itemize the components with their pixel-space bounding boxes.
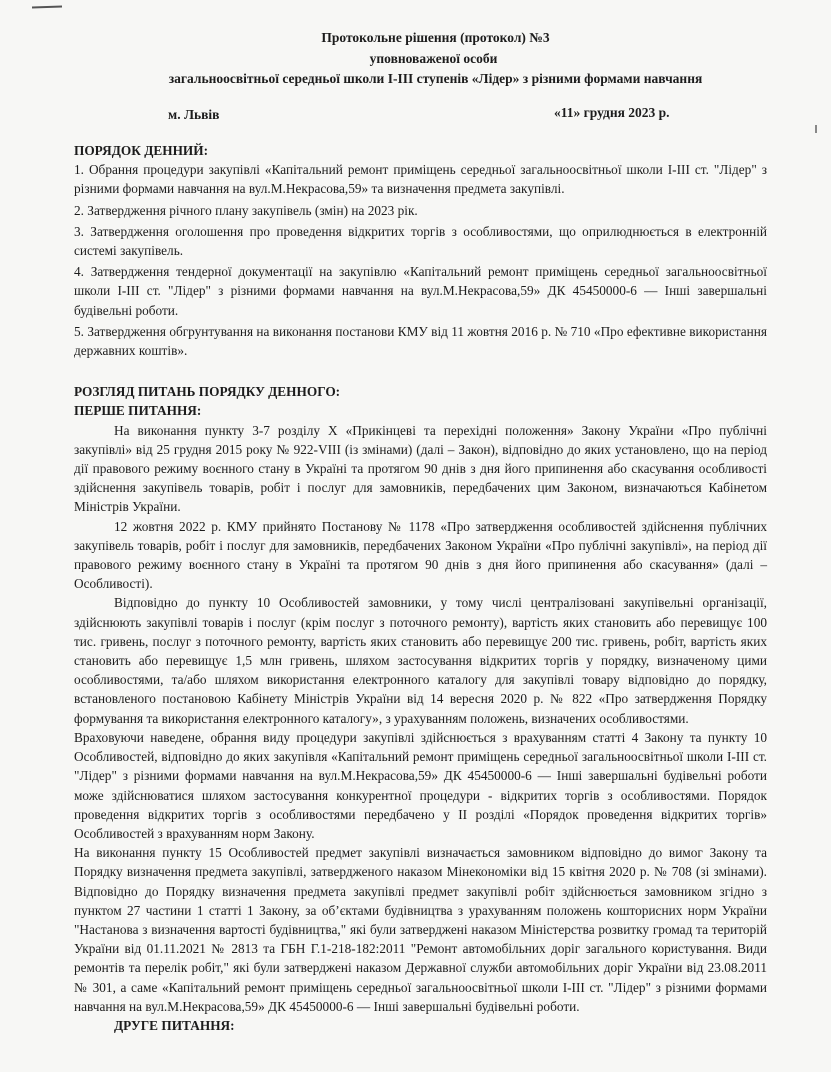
document-date: «11» грудня 2023 р. bbox=[554, 105, 670, 120]
body-paragraph: Враховуючи наведене, обрання виду процедури закупівлі здійснюється з врахуванням статті 4 Закону та пункту 10 Особливостей, відповідно до яких закупівля «Капітальний ремонт приміщень середньої загальноосвітньої школи І-ІІІ ст. "Лідер" з різними формами навчання на вул.М.Некрасова,59» ДК 45450000-6 — Інші завершальні будівельні роботи може здійснюватися шляхом застосування конкурентної процедури - відкритих торгів з особливостями. Порядок проведення відкритих торгів з особливостями передбачено у ІІ розділі «Порядок проведення відкритих торгів» Особливостей з врахуванням норм Закону. bbox=[74, 729, 767, 841]
agenda-heading: ПОРЯДОК ДЕННИЙ: bbox=[74, 143, 209, 158]
review-heading: РОЗГЛЯД ПИТАНЬ ПОРЯДКУ ДЕННОГО: bbox=[74, 384, 341, 400]
document-subtitle: уповноваженої особи bbox=[369, 51, 498, 66]
body-paragraph: На виконання пункту 3-7 розділу X «Прикінцеві та перехідні положення» Закону України «Про публічні закупівлі» від 25 грудня 2015 року № 922-VIII (із змінами) (далі – Закон), відповідно до яких установлено, що на період дії правового режиму воєнного стану в Україні та протягом 90 днів з дня його припинення або скасування особливості здійснення закупівель товарів, робіт і послуг для замовників, передбачених цим Законом, визначаються Кабінетом Міністрів України. bbox=[74, 422, 767, 515]
agenda-item: 2. Затвердження річного плану закупівель (змін) на 2023 рік. bbox=[74, 202, 418, 218]
scan-mark bbox=[32, 5, 62, 8]
scan-mark bbox=[815, 125, 817, 133]
agenda-item: 4. Затвердження тендерної документації на закупівлю «Капітальний ремонт приміщень середньої загальноосвітньої школи І-ІІІ ст. "Лідер" з різними формами навчання на вул.М.Некрасова,59» ДК 45450000-6 — Інші завершальні будівельні роботи. bbox=[74, 264, 767, 318]
section-spacer bbox=[74, 360, 767, 382]
agenda-item: 3. Затвердження оголошення про проведення відкритих торгів з особливостями, що оприлюднюється в електронній системі закупівель. bbox=[74, 223, 767, 259]
body-paragraph: Відповідно до пункту 10 Особливостей замовники, у тому числі централізовані закупівельні організації, здійснюють закупівлі товарів і послуг (крім послуг з поточного ремонту), вартість яких становить або перевищує 100 тис. гривень, послуг з поточного ремонту, вартість яких становить або перевищує 200 тис. гривень, робіт, вартість яких становить або перевищує 1,5 млн гривень, шляхом застосування відкритих торгів у порядку, визначеному цими особливостями, та/або шляхом використання електронного каталогу для закупівлі товару відповідно до порядку, встановленого постановою Кабінету Міністрів України від 14 вересня 2020 р. № 822 «Про затвердження Порядку формування та використання електронного каталогу», з урахуванням положень, визначених особливостями. bbox=[74, 595, 767, 726]
first-question-heading: ПЕРШЕ ПИТАННЯ: bbox=[74, 403, 202, 419]
second-question-heading: ДРУГЕ ПИТАННЯ: bbox=[114, 1017, 235, 1033]
body-paragraph: 12 жовтня 2022 р. КМУ прийнято Постанову № 1178 «Про затвердження особливостей здійснення публічних закупівель товарів, робіт і послуг для замовників, передбачених Законом України «Про публічні закупівлі», на період дії правового режиму воєнного стану в Україні та протягом 90 днів з дня його припинення або скасування» (далі – Особливості). bbox=[74, 518, 767, 592]
organization-name: загальноосвітньої середньої школи І-ІІІ ступенів «Лідер» з різними формами навчання bbox=[168, 71, 703, 86]
document-place: м. Львів bbox=[168, 107, 220, 122]
agenda-item: 5. Затвердження обгрунтування на виконання постанови КМУ від 11 жовтня 2016 р. № 710 «Про ефективне використання державних коштів». bbox=[74, 323, 767, 359]
document-body bbox=[74, 141, 767, 1035]
document-title: Протокольне рішення (протокол) №3 bbox=[321, 30, 550, 45]
agenda-item: 1. Обрання процедури закупівлі «Капітальний ремонт приміщень середньої загальноосвітньої школи І-ІІІ ст. "Лідер" з різними формами навчання на вул.М.Некрасова,59» та визначення предмета закупівлі. bbox=[74, 162, 767, 197]
body-paragraph: На виконання пункту 15 Особливостей предмет закупівлі визначається замовником відповідно до вимог Закону та Порядку визначення предмета закупівлі, затвердженого наказом Мінекономіки від 15 квітня 2020 р. № 708 (зі змінами). Відповідно до Порядку визначення предмета закупівлі предмет закупівлі робіт здійснюється замовником згідно з пунктом 27 частини 1 статті 1 Закону, за об’єктами будівництва з урахуванням положень кошторисних норм України "Настанова з визначення вартості будівництва," які були затверджені наказом Міністерства розвитку громад та територій України від 01.11.2021 № 2813 та ГБН Г.1-218-182:2011 "Ремонт автомобільних доріг загального користування. Види ремонтів та перелік робіт," які були затверджені наказом Державної служби автомобільних доріг України від 23.08.2011 № 301, а саме «Капітальний ремонт приміщень середньої загальноосвітньої школи І-ІІІ ст. "Лідер" з різними формами навчання на вул.М.Некрасова,59» ДК 45450000-6 — Інші завершальні будівельні роботи. bbox=[74, 845, 767, 1014]
